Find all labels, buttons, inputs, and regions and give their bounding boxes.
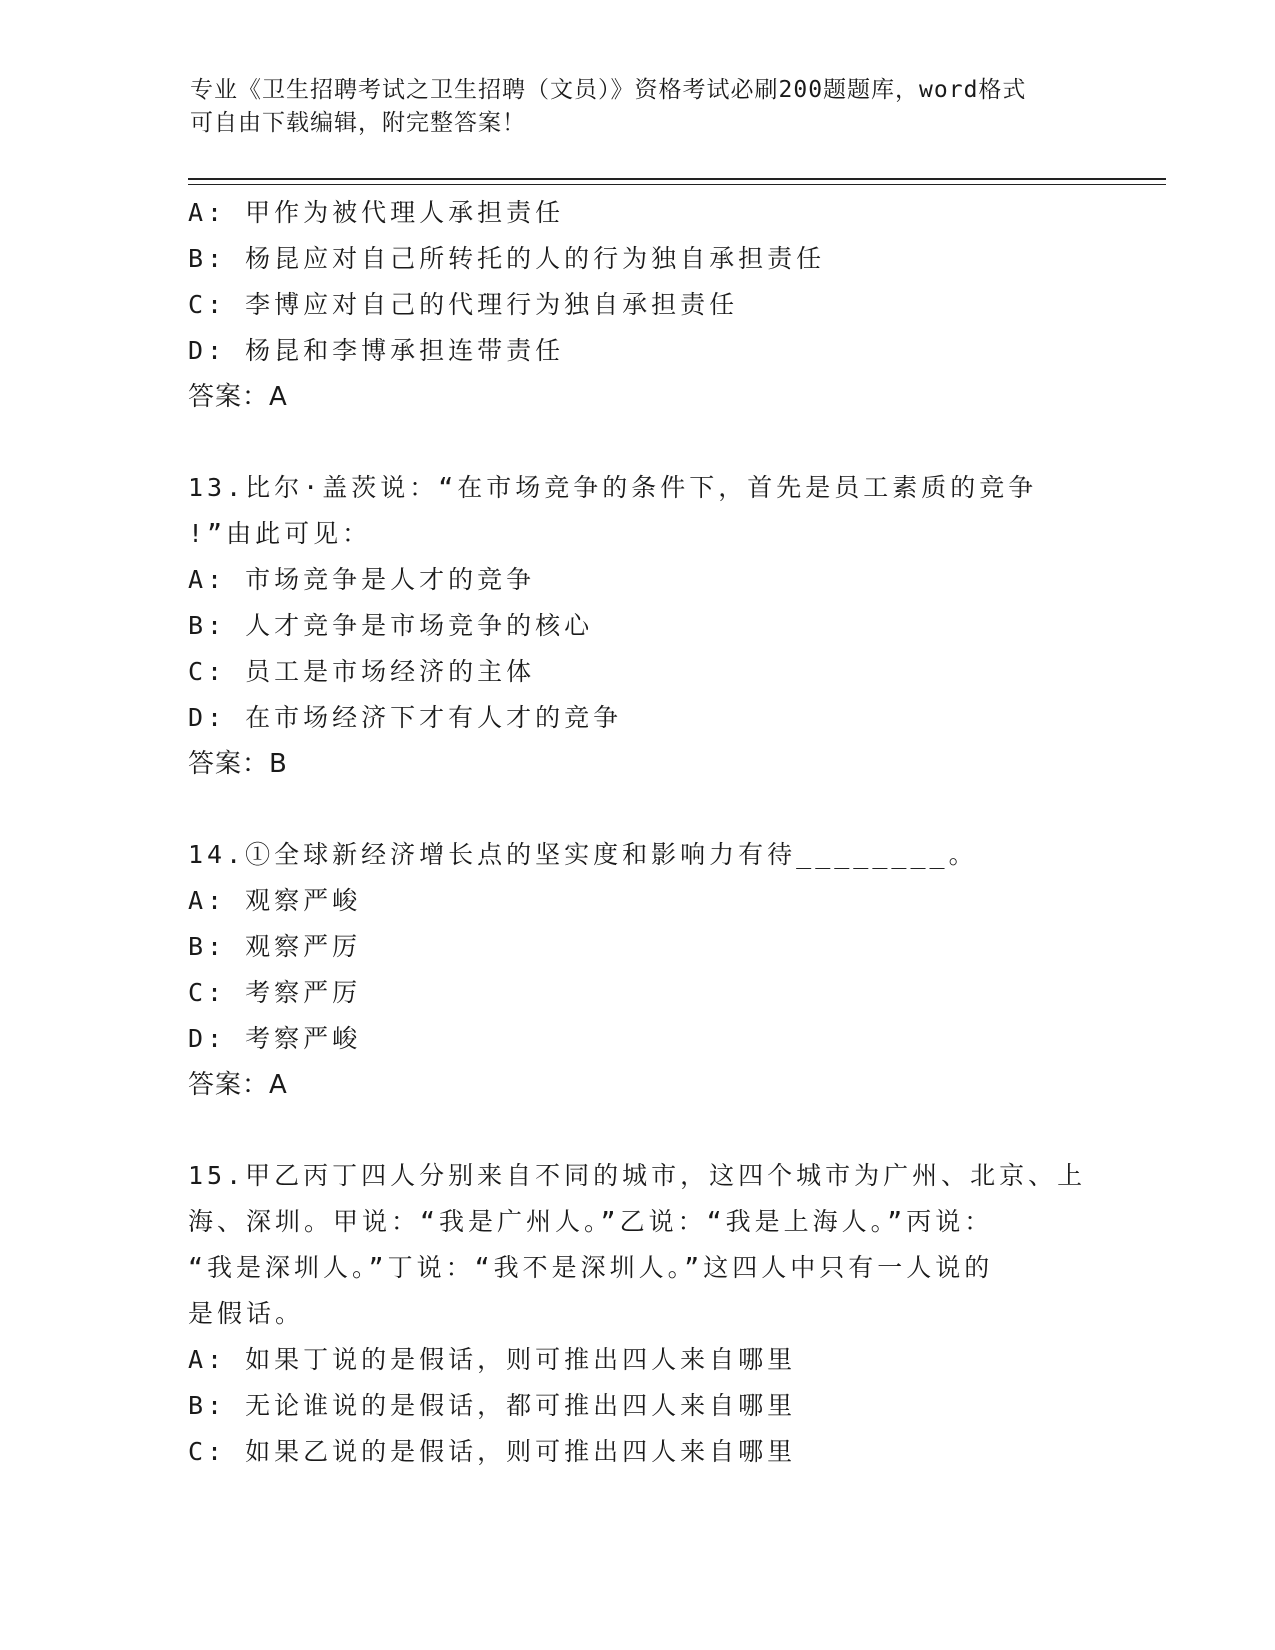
prev-question-block [188, 190, 1088, 420]
question-list [188, 190, 1088, 1475]
option-c: C: 如果乙说的是假话，则可推出四人来自哪里 [188, 1437, 797, 1466]
question-14 [188, 832, 1088, 1108]
question-stem: “我是深圳人。”丁说：“我不是深圳人。”这四人中只有一人说的 [188, 1253, 994, 1282]
question-stem: 13.比尔·盖茨说：“在市场竞争的条件下，首先是员工素质的竞争 [188, 473, 1038, 502]
header-divider-thin [188, 184, 1166, 185]
question-stem: 15.甲乙丙丁四人分别来自不同的城市，这四个城市为广州、北京、上 [188, 1161, 1087, 1190]
option-c: C: 李博应对自己的代理行为独自承担责任 [188, 290, 739, 319]
header-subtitle-line: 可自由下载编辑，附完整答案！ [190, 110, 526, 136]
option-d: D: 杨昆和李博承担连带责任 [188, 336, 565, 365]
option-c: C: 考察严厉 [188, 978, 362, 1007]
option-a: A: 甲作为被代理人承担责任 [188, 198, 565, 227]
question-15 [188, 1153, 1088, 1475]
option-a: A: 观察严峻 [188, 886, 362, 915]
answer-line: 答案：B [188, 749, 288, 779]
answer-line: 答案：A [188, 382, 288, 412]
option-a: A: 市场竞争是人才的竞争 [188, 565, 536, 594]
option-b: B: 杨昆应对自己所转托的人的行为独自承担责任 [188, 244, 826, 273]
question-13 [188, 465, 1088, 787]
option-a: A: 如果丁说的是假话，则可推出四人来自哪里 [188, 1345, 797, 1374]
option-b: B: 无论谁说的是假话，都可推出四人来自哪里 [188, 1391, 797, 1420]
question-stem: 是假话。 [188, 1299, 305, 1328]
option-d: D: 在市场经济下才有人才的竞争 [188, 703, 623, 732]
option-d: D: 考察严峻 [188, 1024, 362, 1053]
question-stem: 海、深圳。甲说：“我是广州人。”乙说：“我是上海人。”丙说： [188, 1207, 994, 1236]
header-divider [188, 178, 1166, 180]
header-title-line: 专业《卫生招聘考试之卫生招聘（文员）》资格考试必刷200题题库，word格式 [190, 77, 1027, 103]
question-stem: 14.①全球新经济增长点的坚实度和影响力有待________。 [188, 840, 978, 869]
answer-line: 答案：A [188, 1070, 288, 1100]
option-b: B: 人才竞争是市场竞争的核心 [188, 611, 594, 640]
document-header [190, 74, 1090, 140]
option-b: B: 观察严厉 [188, 932, 362, 961]
question-stem: !”由此可见： [188, 519, 372, 548]
option-c: C: 员工是市场经济的主体 [188, 657, 536, 686]
